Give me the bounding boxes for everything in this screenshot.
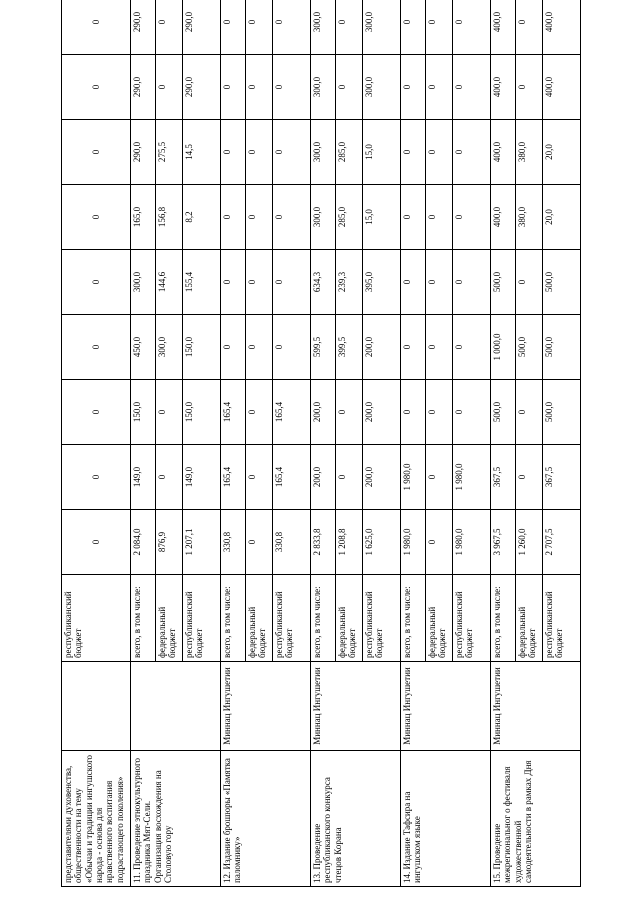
- funding-source-cell: республиканский бюджет: [363, 575, 401, 662]
- value-cell: 0: [246, 250, 273, 315]
- value-cell: 1 625,0: [363, 510, 401, 575]
- value-cell: 0: [426, 120, 453, 185]
- rotated-table-container: [61, 11, 637, 887]
- value-cell: 150,0: [183, 315, 221, 380]
- value-cell: 0: [426, 250, 453, 315]
- value-cell: 395,0: [363, 250, 401, 315]
- value-cell: 285,0: [336, 185, 363, 250]
- measure-name-cell: 15. Проведение межрегиональног о фестиваля художественной самодеятельности в рамках Дня: [491, 751, 581, 887]
- value-cell: 500,0: [543, 380, 581, 445]
- value-cell: 367,5: [543, 445, 581, 510]
- value-cell: 0: [273, 0, 311, 55]
- funding-source-cell: всего, в том числе:: [491, 575, 516, 662]
- value-cell: 3 967,5: [491, 510, 516, 575]
- value-cell: 155,4: [183, 250, 221, 315]
- measure-name-cell: представителями духовенства, общественности на тему «Обычаи и традиции ингушского народа - основа для нравственного воспитания подрастающего поколения»: [62, 751, 131, 887]
- value-cell: 330,8: [221, 510, 246, 575]
- value-cell: 156,8: [156, 185, 183, 250]
- value-cell: 0: [221, 120, 246, 185]
- value-cell: 0: [401, 315, 426, 380]
- value-cell: 300,0: [311, 55, 336, 120]
- value-cell: 0: [516, 380, 543, 445]
- value-cell: 300,0: [363, 0, 401, 55]
- table-row: [491, 0, 516, 887]
- measure-name-cell: 12. Издание брошюры «Памятка паломнику»: [221, 751, 311, 887]
- value-cell: 200,0: [363, 315, 401, 380]
- value-cell: 8,2: [183, 185, 221, 250]
- value-cell: 0: [273, 315, 311, 380]
- measure-name-cell: 14. Издание Тафсира на ингушском языке: [401, 751, 491, 887]
- value-cell: 165,4: [273, 445, 311, 510]
- value-cell: 500,0: [491, 380, 516, 445]
- value-cell: 0: [62, 120, 131, 185]
- value-cell: 0: [453, 120, 491, 185]
- value-cell: 0: [246, 120, 273, 185]
- value-cell: 0: [246, 315, 273, 380]
- table-body: [62, 0, 581, 887]
- value-cell: 500,0: [491, 250, 516, 315]
- value-cell: 0: [401, 185, 426, 250]
- value-cell: 634,3: [311, 250, 336, 315]
- value-cell: 0: [453, 250, 491, 315]
- value-cell: 200,0: [311, 380, 336, 445]
- value-cell: 0: [426, 0, 453, 55]
- value-cell: 400,0: [491, 0, 516, 55]
- funding-source-cell: всего, в том числе:: [131, 575, 156, 662]
- value-cell: 0: [221, 250, 246, 315]
- value-cell: 400,0: [491, 185, 516, 250]
- value-cell: 0: [453, 185, 491, 250]
- value-cell: 165,0: [131, 185, 156, 250]
- value-cell: 0: [516, 0, 543, 55]
- value-cell: 0: [453, 55, 491, 120]
- funding-source-cell: федеральный бюджет: [246, 575, 273, 662]
- value-cell: 239,3: [336, 250, 363, 315]
- value-cell: 0: [62, 445, 131, 510]
- value-cell: 0: [221, 55, 246, 120]
- value-cell: 380,0: [516, 185, 543, 250]
- value-cell: 144,6: [156, 250, 183, 315]
- table-row: [131, 0, 156, 887]
- value-cell: 150,0: [183, 380, 221, 445]
- value-cell: 300,0: [311, 120, 336, 185]
- value-cell: 0: [62, 185, 131, 250]
- value-cell: 0: [426, 315, 453, 380]
- funding-source-cell: федеральный бюджет: [336, 575, 363, 662]
- value-cell: 15,0: [363, 120, 401, 185]
- value-cell: 149,0: [183, 445, 221, 510]
- executor-cell: Миннац Ингушетии: [221, 662, 311, 751]
- executor-cell: [131, 662, 221, 751]
- value-cell: 0: [273, 120, 311, 185]
- funding-source-cell: федеральный бюджет: [156, 575, 183, 662]
- measure-name-cell: 11. Проведение этнокультурного праздника Мят-Сели. Организация восхождения на Столовую гору: [131, 751, 221, 887]
- funding-source-cell: всего, в том числе:: [311, 575, 336, 662]
- value-cell: 0: [426, 185, 453, 250]
- value-cell: 1 207,1: [183, 510, 221, 575]
- value-cell: 0: [426, 445, 453, 510]
- executor-cell: Миннац Ингушетии: [491, 662, 581, 751]
- value-cell: 0: [273, 55, 311, 120]
- value-cell: 0: [62, 0, 131, 55]
- value-cell: 0: [336, 380, 363, 445]
- value-cell: 0: [401, 250, 426, 315]
- value-cell: 300,0: [311, 185, 336, 250]
- value-cell: 876,9: [156, 510, 183, 575]
- value-cell: 20,0: [543, 185, 581, 250]
- funding-source-cell: республиканский бюджет: [453, 575, 491, 662]
- funding-source-cell: республиканский бюджет: [273, 575, 311, 662]
- value-cell: 399,5: [336, 315, 363, 380]
- value-cell: 200,0: [363, 380, 401, 445]
- value-cell: 0: [401, 55, 426, 120]
- executor-cell: Миннац Ингушетии: [311, 662, 401, 751]
- value-cell: 0: [62, 55, 131, 120]
- funding-source-cell: республиканский бюджет: [543, 575, 581, 662]
- value-cell: 2 084,0: [131, 510, 156, 575]
- value-cell: 300,0: [363, 55, 401, 120]
- value-cell: 300,0: [311, 0, 336, 55]
- value-cell: 290,0: [131, 0, 156, 55]
- value-cell: 1 980,0: [453, 445, 491, 510]
- value-cell: 0: [426, 55, 453, 120]
- value-cell: 0: [62, 380, 131, 445]
- executor-cell: Миннац Ингушетии: [401, 662, 491, 751]
- value-cell: 165,4: [273, 380, 311, 445]
- value-cell: 0: [273, 250, 311, 315]
- value-cell: 0: [336, 55, 363, 120]
- value-cell: 290,0: [131, 55, 156, 120]
- value-cell: 150,0: [131, 380, 156, 445]
- value-cell: 0: [516, 250, 543, 315]
- value-cell: 20,0: [543, 120, 581, 185]
- funding-source-cell: всего, в том числе:: [221, 575, 246, 662]
- value-cell: 0: [273, 185, 311, 250]
- funding-source-cell: федеральный бюджет: [516, 575, 543, 662]
- value-cell: 0: [426, 380, 453, 445]
- value-cell: 0: [221, 315, 246, 380]
- value-cell: 1 980,0: [401, 510, 426, 575]
- value-cell: 2 833,8: [311, 510, 336, 575]
- value-cell: 0: [62, 315, 131, 380]
- value-cell: 367,5: [491, 445, 516, 510]
- value-cell: 500,0: [543, 250, 581, 315]
- value-cell: 0: [336, 445, 363, 510]
- value-cell: 2 707,5: [543, 510, 581, 575]
- value-cell: 500,0: [516, 315, 543, 380]
- value-cell: 0: [453, 315, 491, 380]
- value-cell: 1 260,0: [516, 510, 543, 575]
- value-cell: 400,0: [491, 55, 516, 120]
- value-cell: 0: [246, 0, 273, 55]
- value-cell: 0: [156, 0, 183, 55]
- value-cell: 0: [453, 0, 491, 55]
- value-cell: 1 980,0: [453, 510, 491, 575]
- value-cell: 0: [401, 380, 426, 445]
- value-cell: 400,0: [543, 55, 581, 120]
- value-cell: 290,0: [183, 0, 221, 55]
- measure-name-cell: 13. Проведение республиканского конкурса чтецов Корана: [311, 751, 401, 887]
- value-cell: 200,0: [363, 445, 401, 510]
- value-cell: 165,4: [221, 445, 246, 510]
- value-cell: 1 000,0: [491, 315, 516, 380]
- value-cell: 1 208,8: [336, 510, 363, 575]
- value-cell: 0: [221, 0, 246, 55]
- value-cell: 0: [246, 510, 273, 575]
- value-cell: 599,5: [311, 315, 336, 380]
- funding-source-cell: республиканский бюджет: [183, 575, 221, 662]
- table-row: [311, 0, 336, 887]
- value-cell: 0: [246, 445, 273, 510]
- value-cell: 149,0: [131, 445, 156, 510]
- value-cell: 450,0: [131, 315, 156, 380]
- value-cell: 0: [516, 55, 543, 120]
- value-cell: 290,0: [183, 55, 221, 120]
- value-cell: 0: [62, 250, 131, 315]
- value-cell: 285,0: [336, 120, 363, 185]
- value-cell: 14,5: [183, 120, 221, 185]
- value-cell: 165,4: [221, 380, 246, 445]
- table-row-continuation: [62, 0, 131, 887]
- value-cell: 0: [246, 185, 273, 250]
- value-cell: 380,0: [516, 120, 543, 185]
- table-row: [401, 0, 426, 887]
- executor-cell: [62, 662, 131, 751]
- value-cell: 0: [246, 55, 273, 120]
- value-cell: 0: [62, 510, 131, 575]
- value-cell: 0: [401, 0, 426, 55]
- value-cell: 0: [156, 55, 183, 120]
- value-cell: 200,0: [311, 445, 336, 510]
- value-cell: 400,0: [543, 0, 581, 55]
- value-cell: 0: [453, 380, 491, 445]
- value-cell: 300,0: [156, 315, 183, 380]
- funding-source-cell: всего, в том числе:: [401, 575, 426, 662]
- value-cell: 0: [516, 445, 543, 510]
- value-cell: 1 980,0: [401, 445, 426, 510]
- value-cell: 400,0: [491, 120, 516, 185]
- value-cell: 300,0: [131, 250, 156, 315]
- value-cell: 275,5: [156, 120, 183, 185]
- value-cell: 290,0: [131, 120, 156, 185]
- value-cell: 500,0: [543, 315, 581, 380]
- value-cell: 0: [426, 510, 453, 575]
- funding-source-cell: республиканский бюджет: [62, 575, 131, 662]
- value-cell: 0: [156, 380, 183, 445]
- value-cell: 0: [336, 0, 363, 55]
- value-cell: 0: [221, 185, 246, 250]
- budget-table: [61, 0, 581, 887]
- table-row: [221, 0, 246, 887]
- funding-source-cell: федеральный бюджет: [426, 575, 453, 662]
- value-cell: 15,0: [363, 185, 401, 250]
- value-cell: 0: [401, 120, 426, 185]
- value-cell: 330,8: [273, 510, 311, 575]
- value-cell: 0: [246, 380, 273, 445]
- value-cell: 0: [156, 445, 183, 510]
